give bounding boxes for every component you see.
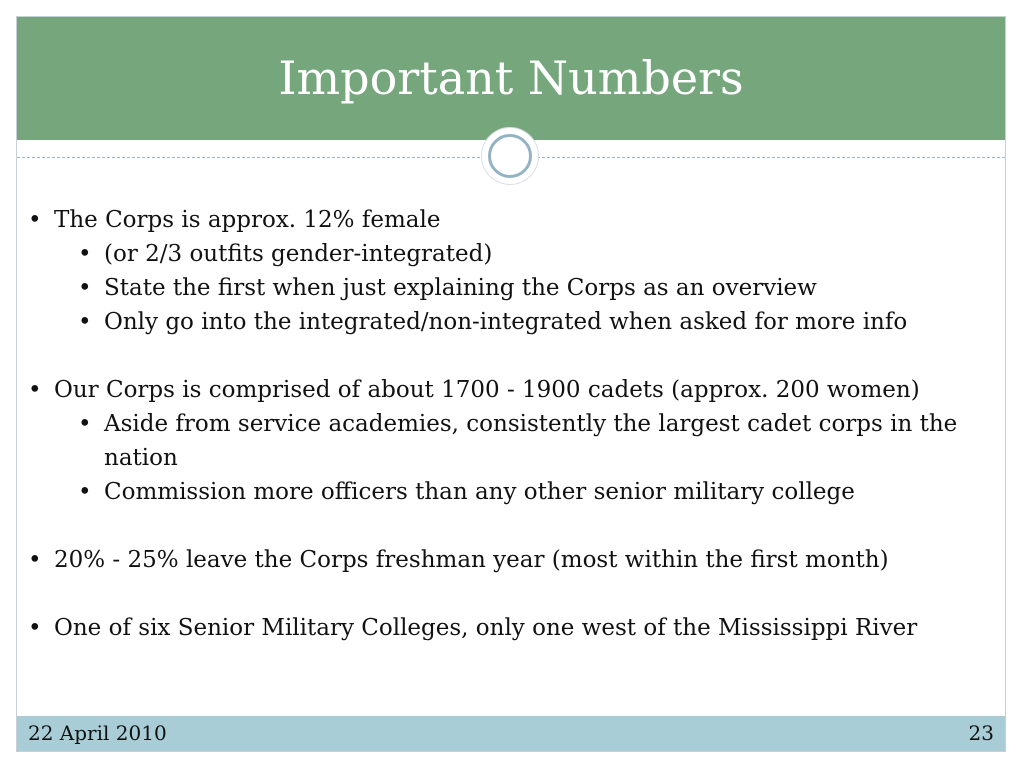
sub-bullet-text: (or 2/3 outfits gender-integrated) <box>104 241 493 267</box>
ring-ornament-inner <box>488 134 532 178</box>
bullet-item <box>28 373 998 407</box>
spacer <box>28 339 998 373</box>
sub-bullet-list <box>78 407 998 509</box>
sub-bullet-item <box>78 305 998 339</box>
sub-bullet-item <box>78 475 998 509</box>
sub-bullet-list <box>78 237 998 339</box>
sub-bullet-text: Commission more officers than any other senior military college <box>104 479 855 505</box>
bullet-glyph: • <box>78 309 92 335</box>
sub-bullet-item <box>78 407 998 475</box>
sub-bullet-text: Only go into the integrated/non-integrated when asked for more info <box>104 309 908 335</box>
bullet-item <box>28 203 998 237</box>
bullet-glyph: • <box>78 411 92 437</box>
bullet-glyph: • <box>78 479 92 505</box>
spacer <box>28 577 998 611</box>
bullet-glyph: • <box>28 207 42 233</box>
bullet-glyph: • <box>28 547 42 573</box>
spacer <box>28 509 998 543</box>
bullet-text: 20% - 25% leave the Corps freshman year (most within the first month) <box>54 547 889 573</box>
slide-content <box>28 203 998 645</box>
page-number: 23 <box>968 721 994 745</box>
sub-bullet-item <box>78 237 998 271</box>
bullet-text: The Corps is approx. 12% female <box>54 207 441 233</box>
sub-bullet-item <box>78 271 998 305</box>
sub-bullet-text: Aside from service academies, consistently the largest cadet corps in the nation <box>104 411 958 471</box>
slide-title: Important Numbers <box>278 51 744 105</box>
bullet-glyph: • <box>28 377 42 403</box>
bullet-glyph: • <box>28 615 42 641</box>
sub-bullet-text: State the first when just explaining the Corps as an overview <box>104 275 817 301</box>
bullet-text: Our Corps is comprised of about 1700 - 1900 cadets (approx. 200 women) <box>54 377 920 403</box>
footer-date: 22 April 2010 <box>28 721 167 745</box>
bullet-item <box>28 611 998 645</box>
bullet-glyph: • <box>78 241 92 267</box>
bullet-text: One of six Senior Military Colleges, only one west of the Mississippi River <box>54 615 918 641</box>
bullet-item <box>28 543 998 577</box>
bullet-glyph: • <box>78 275 92 301</box>
